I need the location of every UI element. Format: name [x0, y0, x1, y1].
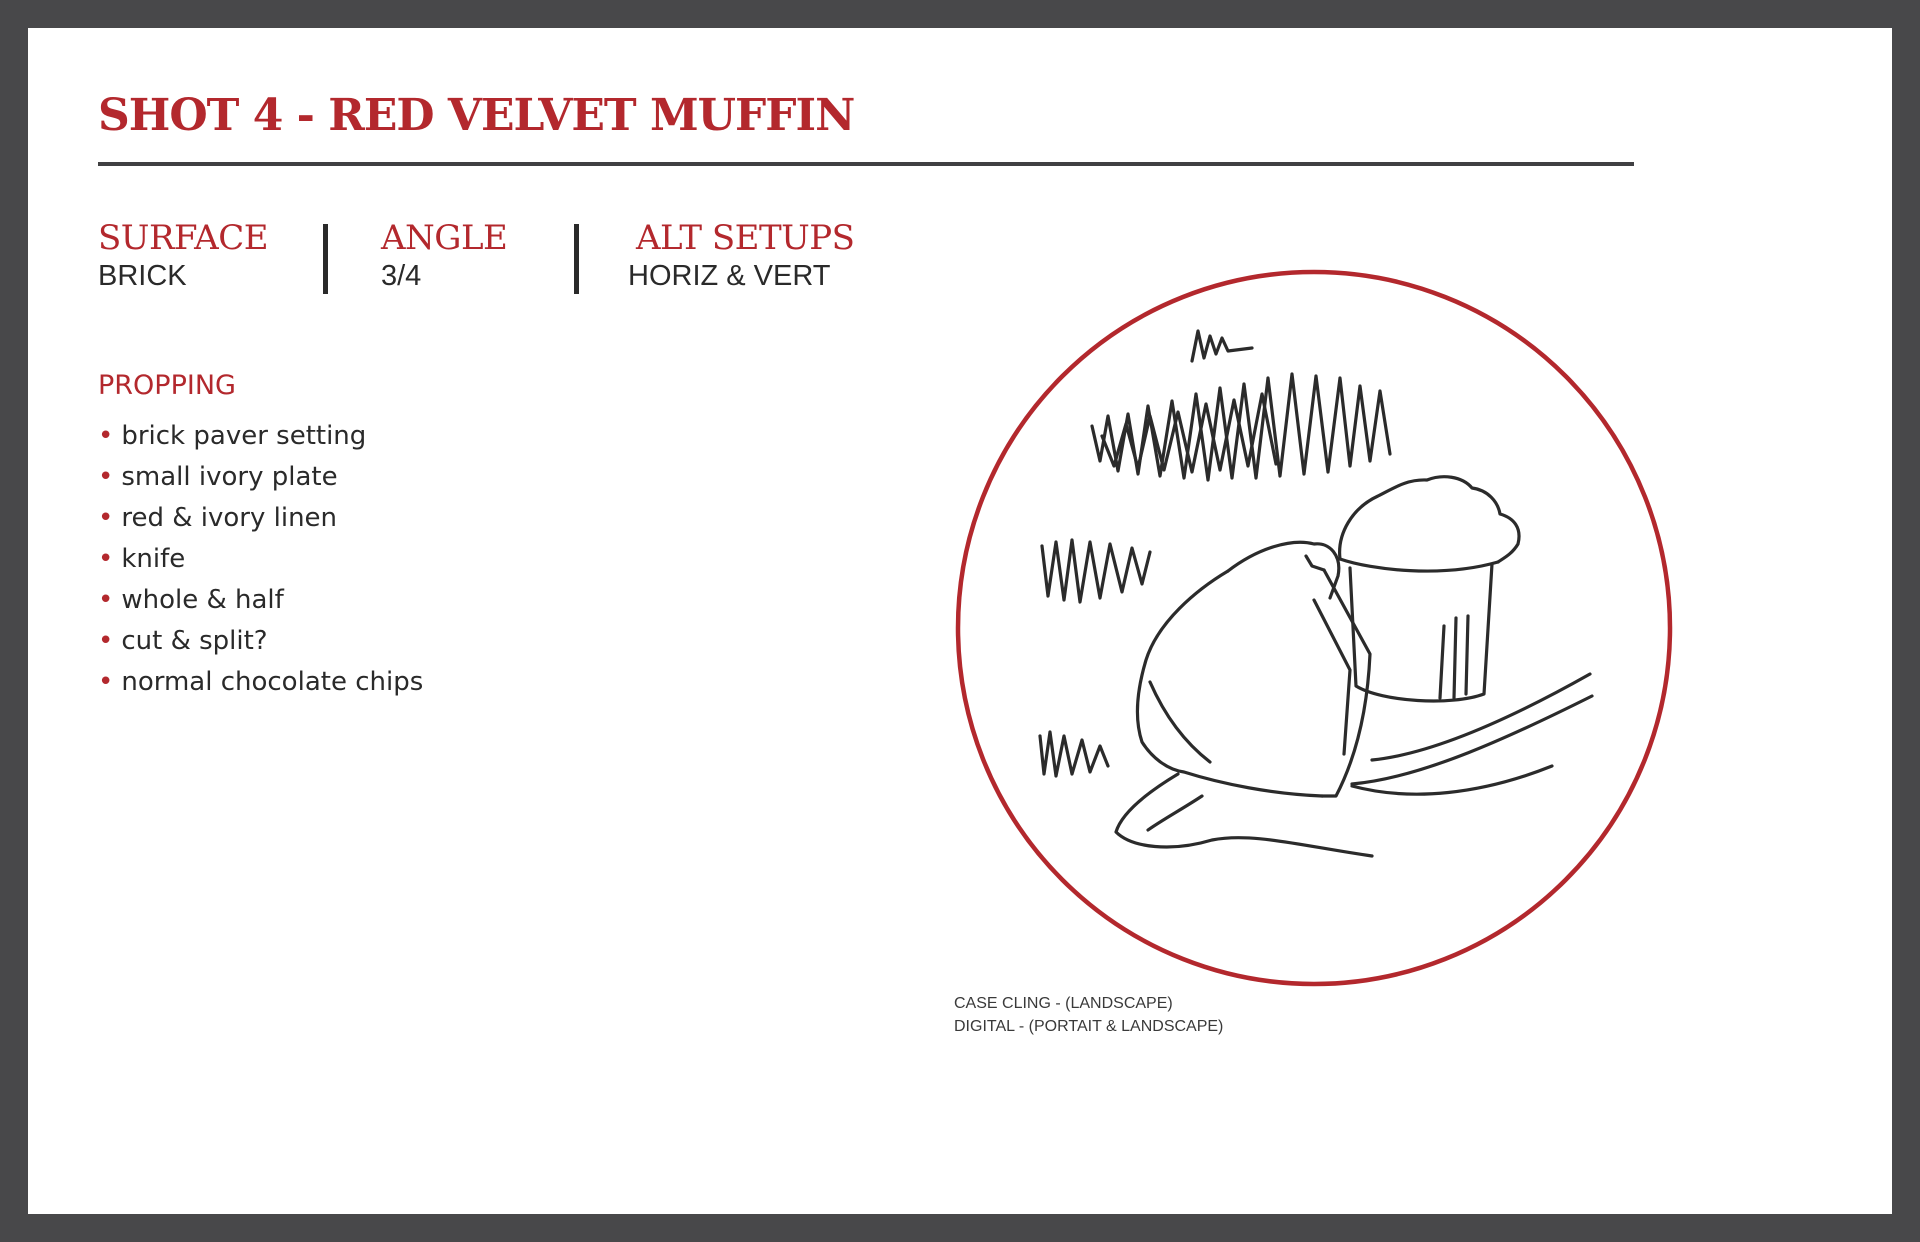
- storyboard-page: [28, 28, 1892, 1214]
- spec-alt-setups-label: ALT SETUPS: [636, 218, 855, 258]
- list-item: [98, 457, 423, 498]
- spec-angle-value: 3/4: [381, 260, 422, 292]
- spec-surface: [98, 218, 268, 294]
- spec-surface-label: SURFACE: [98, 218, 269, 258]
- spec-divider: [574, 224, 579, 294]
- bullet-icon: •: [98, 626, 114, 656]
- bullet-icon: •: [98, 585, 114, 615]
- list-item-label: knife: [121, 544, 186, 574]
- bullet-icon: •: [98, 462, 114, 492]
- list-item: [98, 416, 423, 457]
- spec-angle: [381, 218, 507, 294]
- spec-angle-label: ANGLE: [381, 218, 508, 258]
- spec-surface-value: BRICK: [98, 260, 187, 292]
- list-item-label: whole & half: [121, 585, 284, 615]
- muffin-sketch-icon: [952, 266, 1676, 990]
- list-item: [98, 621, 423, 662]
- bullet-icon: •: [98, 503, 114, 533]
- sketch-caption: [954, 992, 1223, 1038]
- caption-line: DIGITAL - (PORTAIT & LANDSCAPE): [954, 1018, 1224, 1035]
- list-item-label: normal chocolate chips: [121, 667, 424, 697]
- bullet-icon: •: [98, 667, 114, 697]
- propping-heading: PROPPING: [98, 370, 236, 401]
- list-item: [98, 539, 423, 580]
- page-title: SHOT 4 - RED VELVET MUFFIN: [98, 90, 855, 141]
- list-item-label: cut & split?: [121, 626, 268, 656]
- list-item: [98, 498, 423, 539]
- list-item: [98, 580, 423, 621]
- spec-divider: [323, 224, 328, 294]
- list-item: [98, 662, 423, 703]
- spec-alt-setups-value: HORIZ & VERT: [628, 260, 831, 292]
- spec-alt-setups: [628, 218, 854, 294]
- title-divider: [98, 162, 1634, 166]
- caption-line: CASE CLING - (LANDSCAPE): [954, 995, 1173, 1012]
- bullet-icon: •: [98, 544, 114, 574]
- bullet-icon: •: [98, 421, 114, 451]
- propping-list: [98, 416, 423, 703]
- list-item-label: brick paver setting: [121, 421, 367, 451]
- list-item-label: red & ivory linen: [121, 503, 338, 533]
- list-item-label: small ivory plate: [121, 462, 338, 492]
